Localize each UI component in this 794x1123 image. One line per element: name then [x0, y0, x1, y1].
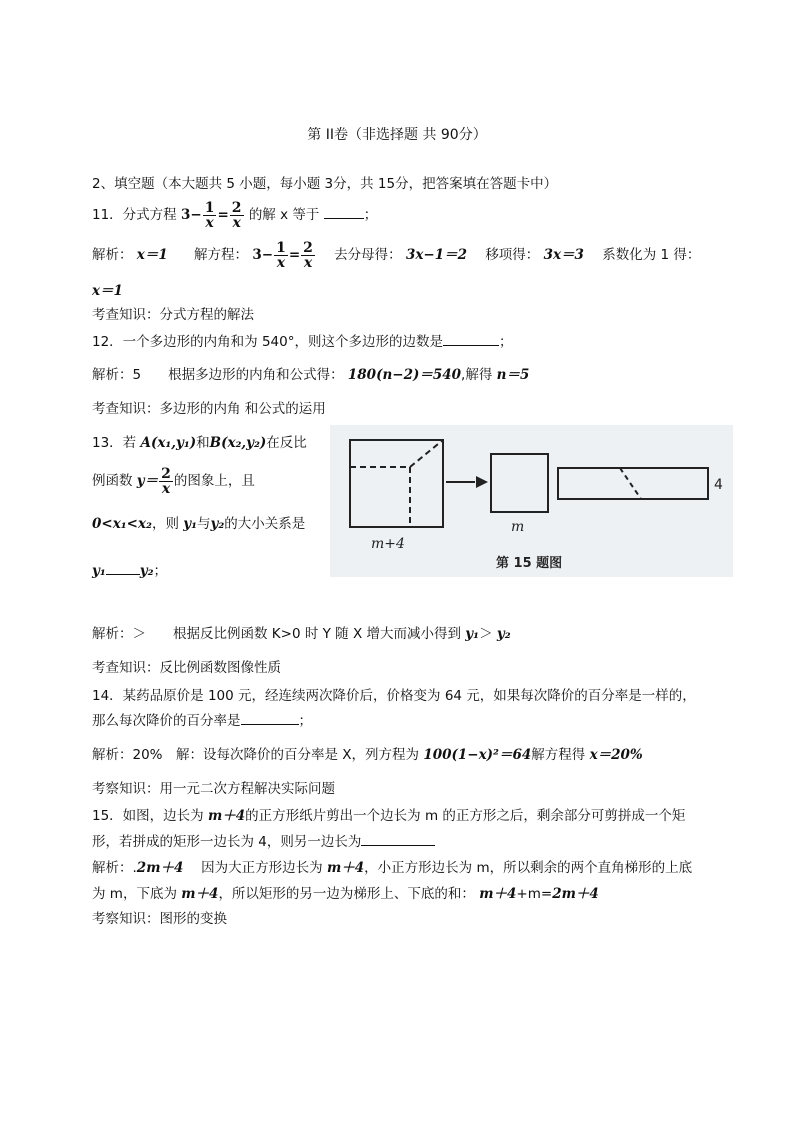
answer-blank	[443, 331, 499, 346]
question-15-line2: 形，若拼成的矩形一边长为 4，则另一边长为	[92, 831, 435, 852]
q12-knowledge: 考查知识：多边形的内角 和公式的运用	[92, 401, 326, 417]
question-12: 12．一个多边形的内角和为 540°，则这个多边形的边数是 ；	[92, 331, 513, 352]
question-13-line4: y₁ y₂；	[92, 560, 167, 581]
question-13-line3: 0<x₁<x₂，则 y₁与y₂的大小关系是	[92, 516, 306, 532]
result-rectangle	[558, 468, 708, 499]
figure-15-drawing	[330, 425, 733, 577]
section-heading: 2、填空题（本大题共 5 小题，每小题 3分，共 15分，把答案填在答题卡中）	[92, 176, 558, 192]
question-13-line1: 13．若 A(x₁,y₁)和B(x₂,y₂)在反比	[92, 435, 307, 451]
label-big-square: m+4	[371, 536, 405, 552]
question-13-line2: 例函数 y＝ $\frac{2}{x}$ 的图象上，且	[92, 465, 255, 497]
answer-blank	[106, 560, 140, 575]
label-rectangle: 4	[714, 477, 723, 493]
small-square	[491, 454, 548, 512]
q15-analysis-line2: 为 m，下底为 m＋4，所以矩形的另一边为梯形上、下底的和： m＋4+m=2m＋4	[92, 886, 599, 902]
label-small-square: m	[511, 519, 525, 535]
q11-analysis: 解析： x＝1 解方程： 3− $\frac{1}{x}$ = $\frac{2}{x}$ 去分母得： 3x−1＝2 移项得： 3x＝3 系数化为 1 得：	[92, 239, 701, 271]
q13-knowledge: 考查知识：反比例函数图像性质	[92, 660, 281, 676]
rectangle-dash	[620, 468, 641, 499]
answer-blank	[324, 204, 364, 219]
q12-analysis: 解析：5 根据多边形的内角和公式得： 180(n−2)＝540,解得 n＝5	[92, 367, 530, 383]
question-15-line1: 15．如图，边长为 m＋4的正方形纸片剪出一个边长为 m 的正方形之后，剩余部分可剪拼成一个矩	[92, 808, 686, 824]
answer-blank	[241, 710, 299, 725]
question-14-line1: 14．某药品原价是 100 元，经连续两次降价后，价格变为 64 元，如果每次降价的百分率是一样的，	[92, 688, 696, 704]
q13-analysis: 解析：＞ 根据反比例函数 K>0 时 Y 随 X 增大而减小得到 y₁＞ y₂	[92, 626, 511, 642]
question-11: 11．分式方程 3− $\frac{1}{x}$ = $\frac{2}{x}$ 的解 x 等于 ；	[92, 199, 378, 231]
q15-analysis-line1: 解析：.2m＋4 因为大正方形边长为 m＋4，小正方形边长为 m，所以剩余的两个直角梯形的上底	[92, 860, 693, 876]
page-title: 第 II卷（非选择题 共 90分）	[307, 127, 487, 143]
q14-knowledge: 考察知识：用一元二次方程解决实际问题	[92, 781, 335, 797]
cut-line-diagonal	[410, 440, 443, 467]
q11-knowledge: 考查知识：分式方程的解法	[92, 307, 254, 323]
arrow-head-icon	[476, 476, 488, 488]
figure-caption: 第 15 题图	[496, 556, 563, 571]
q15-knowledge: 考察知识：图形的变换	[92, 911, 227, 927]
q11-final: x＝1	[92, 283, 123, 299]
question-14-line2: 那么每次降价的百分率是 ；	[92, 710, 312, 731]
answer-blank	[361, 831, 435, 846]
figure-15	[330, 425, 733, 577]
q14-analysis: 解析：20% 解：设每次降价的百分率是 X，列方程为 100(1−x)²＝64解方程得 x＝20%	[92, 747, 643, 763]
big-square	[350, 440, 443, 527]
